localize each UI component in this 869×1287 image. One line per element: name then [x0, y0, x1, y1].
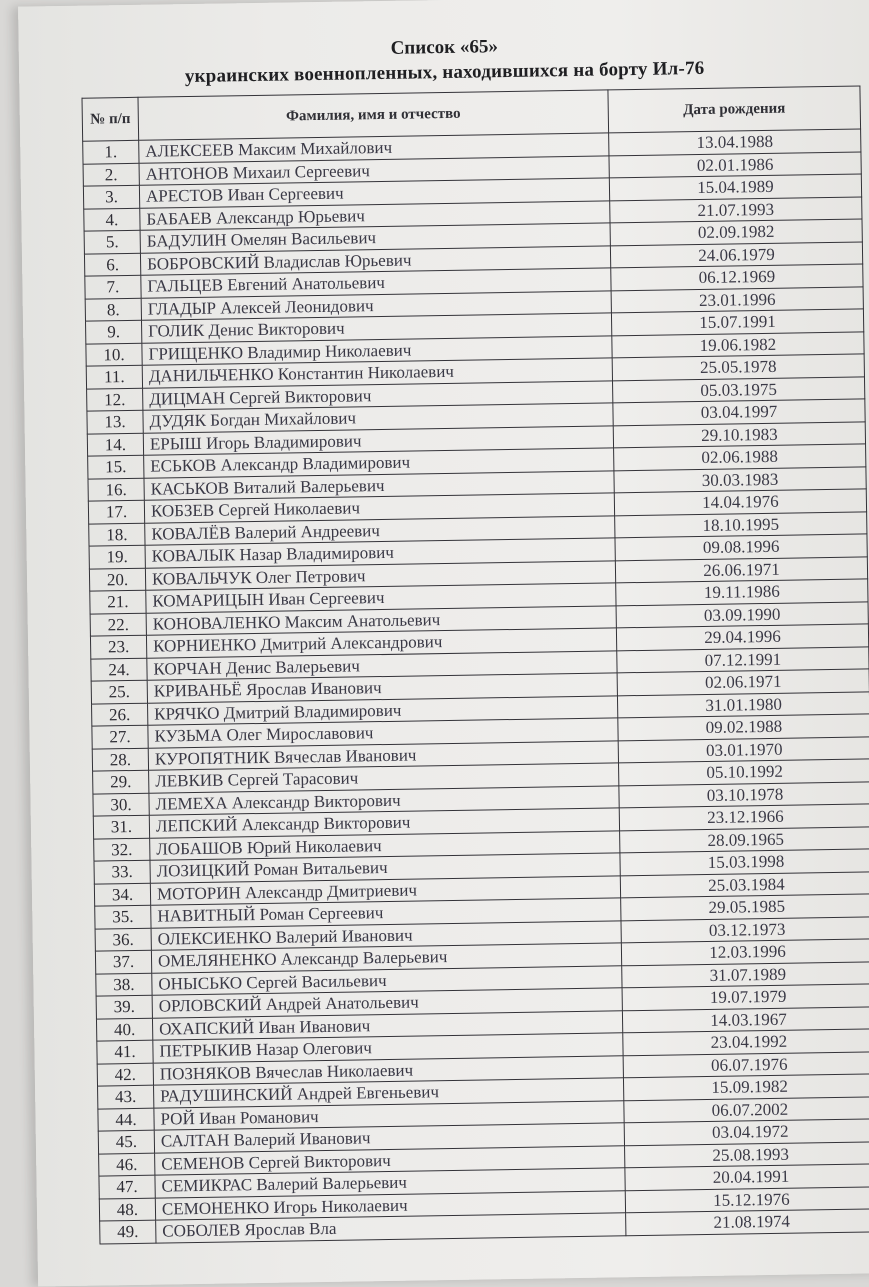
row-name: БАБАЕВ Александр Юрьевич — [140, 200, 610, 230]
row-number: 45. — [98, 1130, 154, 1153]
row-name: КОВАЛЁВ Валерий Андреевич — [145, 515, 615, 545]
row-name: ОНЫСЬКО Сергей Васильевич — [152, 965, 622, 995]
row-birth-date: 31.07.1989 — [622, 961, 869, 987]
row-name: ДУДЯК Богдан Михайлович — [143, 403, 613, 433]
row-birth-date: 06.07.1976 — [623, 1051, 869, 1077]
row-birth-date: 15.09.1982 — [623, 1074, 869, 1100]
row-number: 41. — [97, 1040, 153, 1063]
row-birth-date: 28.09.1965 — [620, 826, 869, 852]
row-number: 24. — [91, 658, 147, 681]
row-birth-date: 06.12.1969 — [611, 264, 863, 290]
row-number: 47. — [99, 1175, 155, 1198]
row-birth-date: 09.02.1988 — [618, 714, 869, 740]
row-name: КОРЧАН Денис Валерьевич — [147, 650, 617, 680]
row-number: 42. — [97, 1063, 153, 1086]
header-number: № п/п — [82, 97, 139, 141]
row-number: 30. — [93, 793, 149, 816]
row-birth-date: 29.04.1996 — [616, 624, 868, 650]
row-number: 32. — [94, 838, 150, 861]
row-name: СОБОЛЕВ Ярослав Вла — [156, 1213, 626, 1243]
row-number: 17. — [88, 500, 144, 523]
row-birth-date: 25.03.1984 — [620, 871, 869, 897]
row-number: 1. — [83, 140, 139, 163]
row-birth-date: 20.04.1991 — [625, 1164, 869, 1190]
row-number: 39. — [96, 995, 152, 1018]
row-birth-date: 25.08.1993 — [625, 1141, 869, 1167]
row-number: 33. — [94, 860, 150, 883]
row-birth-date: 15.07.1991 — [611, 309, 863, 335]
row-birth-date: 05.03.1975 — [612, 376, 864, 402]
row-number: 18. — [89, 523, 145, 546]
row-number: 23. — [90, 635, 146, 658]
row-name: ОРЛОВСКИЙ Андрей Анатольевич — [152, 988, 622, 1018]
row-name: БОБРОВСКИЙ Владислав Юрьевич — [140, 245, 610, 275]
row-name: ЛЕВКИВ Сергей Тарасович — [149, 763, 619, 793]
title-line-1: Список «65» — [390, 36, 499, 59]
row-name: САЛТАН Валерий Иванович — [154, 1123, 624, 1153]
row-number: 49. — [100, 1220, 156, 1243]
row-name: ОМЕЛЯНЕНКО Александр Валерьевич — [151, 943, 621, 973]
row-birth-date: 19.11.1986 — [616, 579, 868, 605]
row-birth-date: 02.09.1982 — [610, 219, 862, 245]
row-name: СЕМИКРАС Валерий Валерьевич — [155, 1168, 625, 1198]
row-number: 43. — [98, 1085, 154, 1108]
row-number: 8. — [85, 298, 141, 321]
row-name: ЕРЫШ Игорь Владимирович — [143, 425, 613, 455]
row-number: 19. — [89, 545, 145, 568]
row-name: НАВИТНЫЙ Роман Сергеевич — [151, 898, 621, 928]
row-number: 14. — [87, 433, 143, 456]
row-name: ОЛЕКСИЕНКО Валерий Иванович — [151, 920, 621, 950]
row-name: ГРИЩЕНКО Владимир Николаевич — [142, 335, 612, 365]
row-name: АРЕСТОВ Иван Сергеевич — [139, 178, 609, 208]
prisoner-list-table — [81, 85, 869, 1244]
row-birth-date: 07.12.1991 — [617, 646, 869, 672]
row-name: КОВАЛЫК Назар Владимирович — [145, 538, 615, 568]
row-name: ОХАПСКИЙ Иван Иванович — [152, 1010, 622, 1040]
row-birth-date: 23.01.1996 — [611, 286, 863, 312]
row-birth-date: 02.06.1971 — [617, 669, 869, 695]
row-birth-date: 30.03.1983 — [614, 466, 866, 492]
row-birth-date: 09.08.1996 — [615, 534, 867, 560]
row-name: ДИЦМАН Сергей Викторович — [143, 380, 613, 410]
row-birth-date: 26.06.1971 — [615, 556, 867, 582]
row-number: 7. — [85, 275, 141, 298]
row-birth-date: 03.04.1997 — [613, 399, 865, 425]
row-name: СЕМЕНОВ Сергей Викторович — [155, 1145, 625, 1175]
row-name: КОВАЛЬЧУК Олег Петрович — [145, 560, 615, 590]
row-birth-date: 02.01.1986 — [609, 151, 861, 177]
row-birth-date: 14.03.1967 — [622, 1006, 869, 1032]
row-birth-date: 03.01.1970 — [618, 736, 869, 762]
row-birth-date: 19.06.1982 — [612, 331, 864, 357]
row-number: 12. — [87, 388, 143, 411]
row-birth-date: 25.05.1978 — [612, 354, 864, 380]
row-name: АНТОНОВ Михаил Сергеевич — [139, 155, 609, 185]
row-name: ЛЕПСКИЙ Александр Викторович — [149, 808, 619, 838]
row-number: 31. — [93, 815, 149, 838]
row-number: 35. — [95, 905, 151, 928]
row-name: ПОЗНЯКОВ Вячеслав Николаевич — [153, 1055, 623, 1085]
row-number: 46. — [99, 1153, 155, 1176]
row-name: КРЯЧКО Дмитрий Владимирович — [148, 695, 618, 725]
row-number: 40. — [96, 1018, 152, 1041]
row-number: 34. — [94, 883, 150, 906]
header-birth-date: Дата рождения — [608, 86, 861, 133]
row-birth-date: 29.10.1983 — [613, 421, 865, 447]
row-birth-date: 23.04.1992 — [623, 1029, 869, 1055]
row-name: РОЙ Иван Романович — [154, 1100, 624, 1130]
document-title — [19, 29, 869, 92]
row-name: КУРОПЯТНИК Вячеслав Иванович — [148, 740, 618, 770]
row-number: 25. — [91, 680, 147, 703]
row-name: ЕСЬКОВ Александр Владимирович — [144, 448, 614, 478]
row-number: 21. — [90, 590, 146, 613]
row-name: ПЕТРЫКИВ Назар Олегович — [153, 1033, 623, 1063]
row-number: 36. — [95, 928, 151, 951]
row-number: 20. — [89, 568, 145, 591]
row-number: 27. — [92, 725, 148, 748]
row-number: 5. — [84, 230, 140, 253]
row-number: 9. — [86, 320, 142, 343]
row-name: АЛЕКСЕЕВ Максим Михайлович — [139, 133, 609, 163]
row-name: ГЛАДЫР Алексей Леонидович — [141, 290, 611, 320]
row-number: 16. — [88, 478, 144, 501]
row-birth-date: 15.04.1989 — [609, 174, 861, 200]
row-birth-date: 13.04.1988 — [609, 129, 861, 155]
row-name: МОТОРИН Александр Дмитриевич — [150, 875, 620, 905]
row-number: 2. — [83, 163, 139, 186]
row-number: 22. — [90, 613, 146, 636]
row-number: 3. — [83, 185, 139, 208]
document-page — [18, 0, 869, 1287]
row-birth-date: 03.10.1978 — [619, 781, 869, 807]
row-name: ЛОЗИЦКИЙ Роман Витальевич — [150, 853, 620, 883]
row-number: 4. — [84, 208, 140, 231]
row-name: КУЗЬМА Олег Мирославович — [148, 718, 618, 748]
row-name: ДАНИЛЬЧЕНКО Константин Николаевич — [142, 358, 612, 388]
row-birth-date: 03.12.1973 — [621, 916, 869, 942]
row-number: 6. — [84, 253, 140, 276]
row-name: ЛЕМЕХА Александр Викторович — [149, 785, 619, 815]
row-name: КОМАРИЦЫН Иван Сергеевич — [146, 583, 616, 613]
row-name: КАСЬКОВ Виталий Валерьевич — [144, 470, 614, 500]
row-birth-date: 31.01.1980 — [617, 691, 869, 717]
row-name: ГАЛЬЦЕВ Евгений Анатольевич — [141, 268, 611, 298]
row-number: 37. — [95, 950, 151, 973]
row-name: СЕМОНЕНКО Игорь Николаевич — [155, 1190, 625, 1220]
row-number: 38. — [96, 973, 152, 996]
row-number: 28. — [92, 748, 148, 771]
row-name: КОБЗЕВ Сергей Николаевич — [144, 493, 614, 523]
row-number: 10. — [86, 343, 142, 366]
row-name: РАДУШИНСКИЙ Андрей Евгеньевич — [154, 1078, 624, 1108]
table-body — [83, 129, 869, 1244]
row-birth-date: 15.03.1998 — [620, 849, 869, 875]
row-birth-date: 03.09.1990 — [616, 601, 868, 627]
row-birth-date: 24.06.1979 — [610, 241, 862, 267]
row-number: 15. — [88, 455, 144, 478]
row-birth-date: 12.03.1996 — [621, 939, 869, 965]
row-number: 13. — [87, 410, 143, 433]
row-name: ГОЛИК Денис Викторович — [141, 313, 611, 343]
row-number: 48. — [99, 1198, 155, 1221]
row-number: 44. — [98, 1108, 154, 1131]
row-birth-date: 15.12.1976 — [625, 1186, 869, 1212]
row-birth-date: 06.07.2002 — [624, 1096, 869, 1122]
row-birth-date: 02.06.1988 — [614, 444, 866, 470]
row-name: КОНОВАЛЕНКО Максим Анатольевич — [146, 605, 616, 635]
row-name: БАДУЛИН Омелян Васильевич — [140, 223, 610, 253]
row-birth-date: 21.08.1974 — [626, 1209, 869, 1235]
row-name: КРИВАНЬЁ Ярослав Иванович — [147, 673, 617, 703]
row-name: КОРНИЕНКО Дмитрий Александрович — [146, 628, 616, 658]
row-birth-date: 19.07.1979 — [622, 984, 869, 1010]
row-birth-date: 23.12.1966 — [619, 804, 869, 830]
row-birth-date: 18.10.1995 — [615, 511, 867, 537]
row-number: 29. — [93, 770, 149, 793]
row-number: 26. — [92, 703, 148, 726]
row-name: ЛОБАШОВ Юрий Николаевич — [150, 830, 620, 860]
row-birth-date: 21.07.1993 — [610, 196, 862, 222]
header-name: Фамилия, имя и отчество — [138, 90, 609, 140]
row-birth-date: 14.04.1976 — [614, 489, 866, 515]
row-birth-date: 03.04.1972 — [624, 1119, 869, 1145]
title-line-2: украинских военнопленных, находившихся на борту Ил-76 — [184, 57, 705, 88]
row-number: 11. — [86, 365, 142, 388]
row-birth-date: 05.10.1992 — [619, 759, 869, 785]
row-birth-date: 29.05.1985 — [621, 894, 869, 920]
